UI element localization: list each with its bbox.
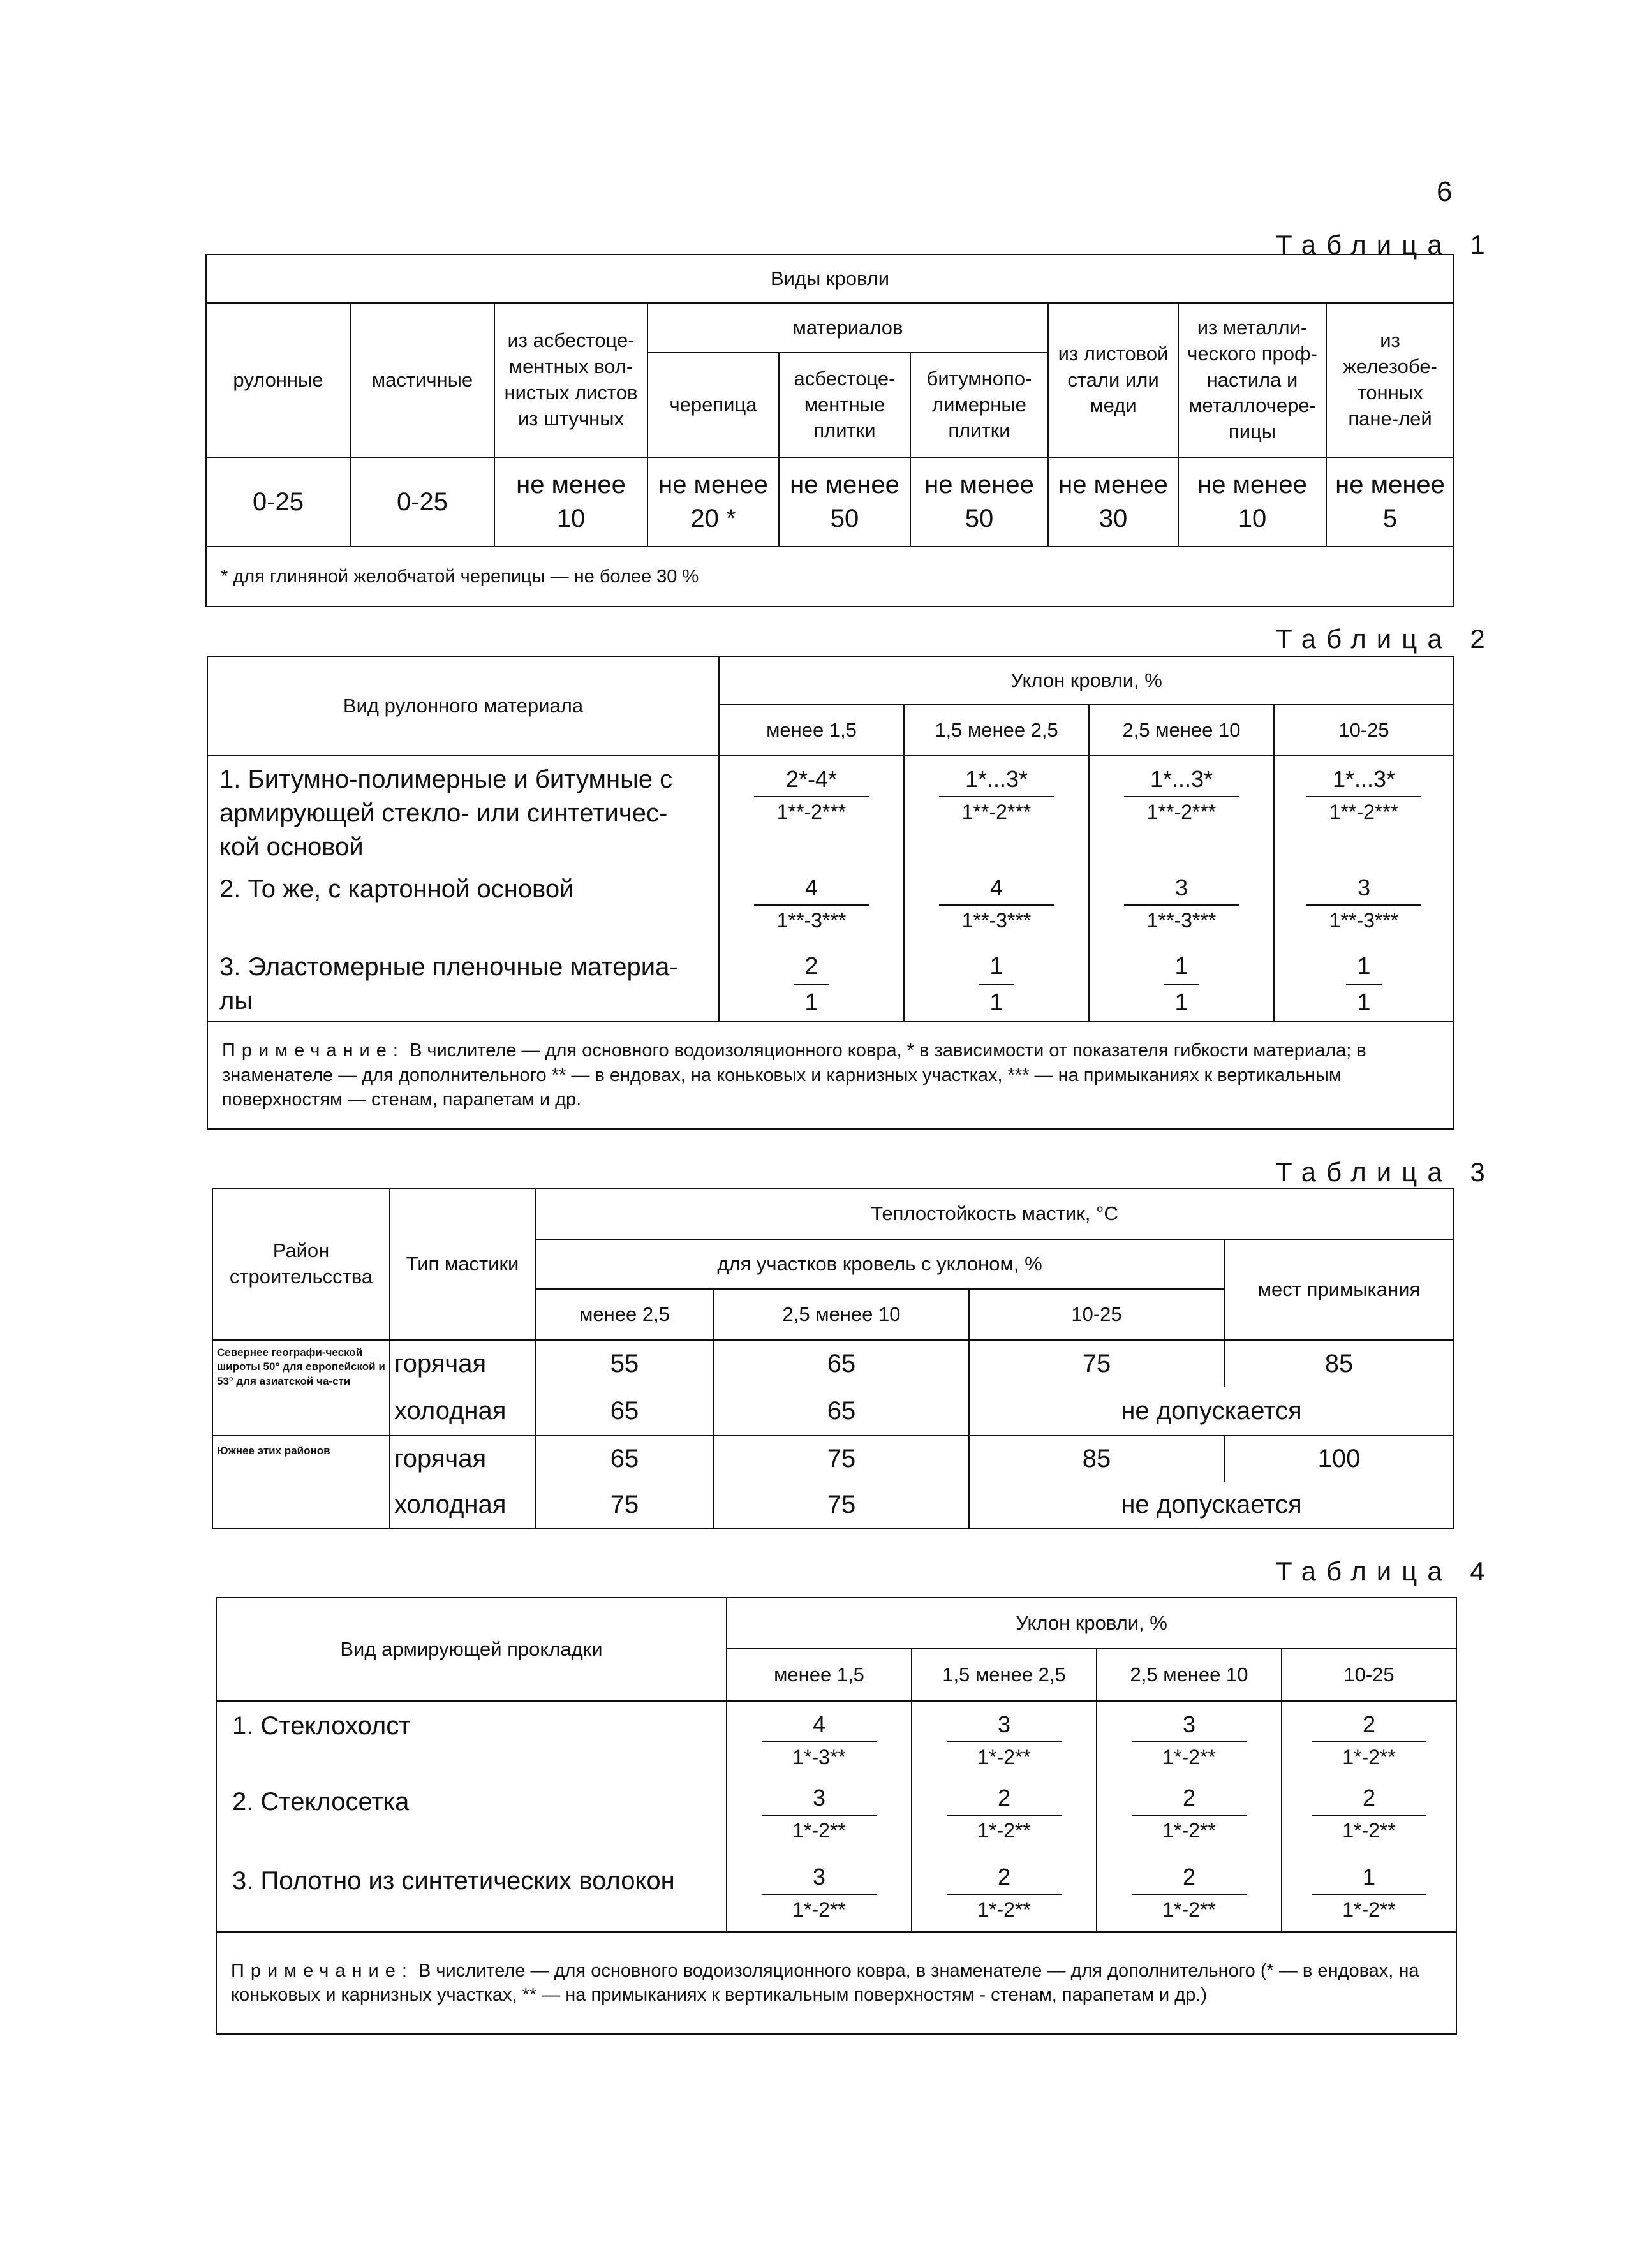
table2-cell: $\frac{1}{1}$: [1274, 948, 1454, 1021]
table4-cell: $\frac{2}{1*-2**}$: [1097, 1780, 1282, 1859]
table3-region-south: Южнее этих районов: [212, 1436, 390, 1529]
table2-col-less-1-5: менее 1,5: [719, 705, 904, 756]
table2-cell: $\frac{1}{1}$: [904, 948, 1089, 1021]
table4-note: Примечание: В числителе — для основного водоизоляционного ковра, в знаменателе — для дополнительного (* — в ендовах, на коньковых и карнизных участках, ** — на примыканиях к вертикальным поверхностям - стенам, парапетам и др.): [216, 1932, 1456, 2034]
table1-header-rolled: рулонные: [206, 303, 350, 457]
table3-cell: 55: [535, 1340, 714, 1387]
table1-value-mastic: 0-25: [350, 457, 494, 547]
table3-type-cold: холодная: [390, 1482, 535, 1529]
table4-col-2-5-10: 2,5 менее 10: [1097, 1649, 1282, 1701]
table1-header-metal-profile: из металли-ческого проф-настила и металлочере-пицы: [1178, 303, 1326, 457]
table3-col-10-25: 10-25: [969, 1289, 1224, 1340]
table1-header-roof-types: Виды кровли: [206, 254, 1454, 303]
table3-type-hot: горячая: [390, 1436, 535, 1482]
table4-header-slope: Уклон кровли, %: [727, 1598, 1456, 1649]
table3-region-north: Севернее географи-ческой широты 50° для европейской и 53° для азиатской ча-сти: [212, 1340, 390, 1436]
table3-cell: 85: [1224, 1340, 1454, 1387]
table3-not-allowed: не допускается: [969, 1387, 1454, 1436]
table2-col-1-5-2-5: 1,5 менее 2,5: [904, 705, 1089, 756]
table4-cell: $\frac{2}{1*-2**}$: [1282, 1701, 1456, 1780]
table3-type-cold: холодная: [390, 1387, 535, 1436]
table2-header-material-type: Вид рулонного материала: [207, 656, 719, 756]
table2-cell: $\frac{1*...3*}{1**-2***}$: [1274, 756, 1454, 870]
table4-row-label: 3. Полотно из синтетических волокон: [216, 1859, 727, 1932]
table2-col-2-5-10: 2,5 менее 10: [1089, 705, 1274, 756]
table1-value-tile: не менее 20 *: [648, 457, 779, 547]
table2-cell: $\frac{2}{1}$: [719, 948, 904, 1021]
table3-header-region: Район строительсства: [212, 1188, 390, 1340]
table1-header-materials: материалов: [648, 303, 1048, 353]
table2-row-label: 2. То же, с картонной основой: [207, 870, 719, 948]
table1-header-steel: из листовой стали или меди: [1048, 303, 1178, 457]
table4-col-10-25: 10-25: [1282, 1649, 1456, 1701]
table4-header-reinforcement-type: Вид армирующей прокладки: [216, 1598, 727, 1701]
table1-value-steel: не менее 30: [1048, 457, 1178, 547]
table3-cell: 75: [535, 1482, 714, 1529]
table3-cell: 65: [714, 1340, 969, 1387]
table2-cell: $\frac{3}{1**-3***}$: [1274, 870, 1454, 948]
table4-cell: $\frac{3}{1*-2**}$: [727, 1780, 912, 1859]
table1-header-mastic: мастичные: [350, 303, 494, 457]
table3-col-less-2-5: менее 2,5: [535, 1289, 714, 1340]
table1-header-tile: черепица: [648, 353, 779, 457]
table3-col-2-5-10: 2,5 менее 10: [714, 1289, 969, 1340]
table4-cell: $\frac{2}{1*-2**}$: [1282, 1780, 1456, 1859]
table3-cell: 75: [969, 1340, 1224, 1387]
table1-value-rolled: 0-25: [206, 457, 350, 547]
table1-header-asbestos-sheets: из асбестоце-ментных вол-нистых листов из штучных: [494, 303, 648, 457]
table1-value-concrete: не менее 5: [1326, 457, 1454, 547]
table2-col-10-25: 10-25: [1274, 705, 1454, 756]
table3-not-allowed: не допускается: [969, 1482, 1454, 1529]
table1: [205, 254, 1454, 607]
table3-header-heat-resistance: Теплостойкость мастик, °С: [535, 1188, 1454, 1239]
table2-cell: $\frac{3}{1**-3***}$: [1089, 870, 1274, 948]
table1-value-asbestos-tiles: не менее 50: [779, 457, 910, 547]
table2-cell: $\frac{4}{1**-3***}$: [719, 870, 904, 948]
table2-note: Примечание: В числителе — для основного водоизоляционного ковра, * в зависимости от показателя гибкости материала; в знаменателе — для дополнительного ** — в ендовах, на коньковых и карнизных участках, *** — на примыканиях к вертикальным поверхностям — стенам, парапетам и др.: [207, 1022, 1454, 1129]
table4-cell: $\frac{2}{1*-2**}$: [912, 1780, 1097, 1859]
table2: [207, 656, 1454, 1130]
table2-cell: $\frac{2*-4*}{1**-2***}$: [719, 756, 904, 870]
table4: [216, 1597, 1457, 2035]
table3-cell: 65: [535, 1436, 714, 1482]
table2-header-slope: Уклон кровли, %: [719, 656, 1454, 705]
table1-value-bitumen-tiles: не менее 50: [910, 457, 1048, 547]
table2-cell: $\frac{1*...3*}{1**-2***}$: [904, 756, 1089, 870]
table2-row-label: 1. Битумно-полимерные и битумные с армирующей стекло- или синтетичес-кой основой: [207, 756, 719, 870]
table4-cell: $\frac{2}{1*-2**}$: [912, 1859, 1097, 1932]
table1-caption: Таблица 1: [1276, 230, 1495, 260]
table4-row-label: 1. Стеклохолст: [216, 1701, 727, 1780]
table1-value-asbestos: не менее 10: [494, 457, 648, 547]
table2-row-label: 3. Эластомерные пленочные материа-лы: [207, 948, 719, 1021]
table4-row-label: 2. Стеклосетка: [216, 1780, 727, 1859]
table4-cell: $\frac{3}{1*-2**}$: [727, 1859, 912, 1932]
table3-cell: 75: [714, 1436, 969, 1482]
table1-header-bitumen-tiles: битумнопо-лимерные плитки: [910, 353, 1048, 457]
table3-header-junctions: мест примыкания: [1224, 1239, 1454, 1340]
table3: [212, 1188, 1454, 1529]
table4-cell: $\frac{3}{1*-2**}$: [1097, 1701, 1282, 1780]
table4-cell: $\frac{4}{1*-3**}$: [727, 1701, 912, 1780]
table3-cell: 65: [714, 1387, 969, 1436]
table3-cell: 65: [535, 1387, 714, 1436]
table3-caption: Таблица 3: [1276, 1157, 1495, 1187]
table1-footnote: * для глиняной желобчатой черепицы — не более 30 %: [206, 547, 1454, 607]
table3-header-mastic-type: Тип мастики: [390, 1188, 535, 1340]
table2-caption: Таблица 2: [1276, 624, 1495, 654]
table4-col-1-5-2-5: 1,5 менее 2,5: [912, 1649, 1097, 1701]
table3-cell: 85: [969, 1436, 1224, 1482]
table4-caption: Таблица 4: [1276, 1556, 1495, 1586]
table4-col-less-1-5: менее 1,5: [727, 1649, 912, 1701]
table2-cell: $\frac{1*...3*}{1**-2***}$: [1089, 756, 1274, 870]
table4-cell: $\frac{1}{1*-2**}$: [1282, 1859, 1456, 1932]
table3-cell: 75: [714, 1482, 969, 1529]
table4-cell: $\frac{2}{1*-2**}$: [1097, 1859, 1282, 1932]
page-number: 6: [1437, 176, 1453, 207]
table3-cell: 100: [1224, 1436, 1454, 1482]
table1-header-concrete-panels: из железобе-тонных пане-лей: [1326, 303, 1454, 457]
table2-cell: $\frac{4}{1**-3***}$: [904, 870, 1089, 948]
table3-type-hot: горячая: [390, 1340, 535, 1387]
table2-cell: $\frac{1}{1}$: [1089, 948, 1274, 1021]
table3-header-sections: для участков кровель с уклоном, %: [535, 1239, 1224, 1289]
table1-header-asbestos-tiles: асбестоце-ментные плитки: [779, 353, 910, 457]
table4-cell: $\frac{3}{1*-2**}$: [912, 1701, 1097, 1780]
table1-value-metal: не менее 10: [1178, 457, 1326, 547]
